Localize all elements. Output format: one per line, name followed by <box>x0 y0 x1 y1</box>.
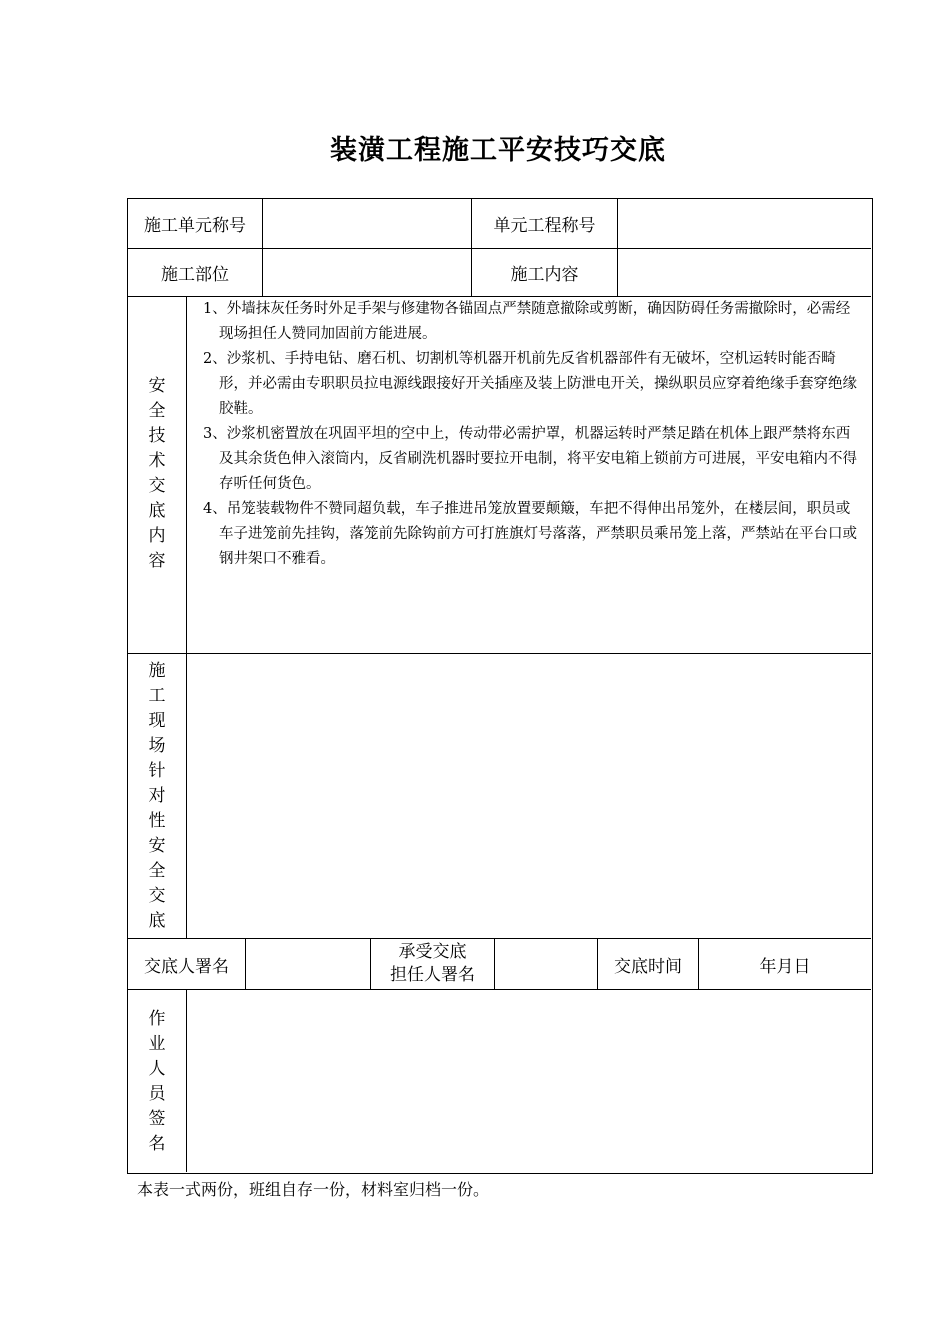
safety-item: 2、沙浆机、手持电钻、磨石机、切割机等机器开机前先反省机器部件有无破坏，空机运转时能否畸形，并必需由专职职员拉电源线跟接好开关插座及装上防泄电开关，操纵职员应穿着绝缘手套穿绝缘胶鞋。 <box>203 351 857 417</box>
workers-signature-field[interactable] <box>186 989 871 1172</box>
unit-name-field[interactable] <box>262 199 471 248</box>
safety-item: 3、沙浆机密置放在巩固平坦的空中上，传动带必需护罩，机器运转时严禁足踏在机体上跟严禁将东西及其余货色伸入滚筒内，反省刷洗机器时要拉开电制，将平安电箱上锁前方可进展，平安电箱内不得存听任何货色。 <box>203 426 857 492</box>
project-name-field[interactable] <box>617 199 871 248</box>
location-label: 施工部位 <box>128 248 262 296</box>
document-title: 装潢工程施工平安技巧交底 <box>330 135 666 166</box>
briefer-signature-field[interactable] <box>245 938 370 989</box>
receiver-signature-label: 承受交底 担任人署名 <box>370 938 494 989</box>
safety-briefing-content <box>186 296 871 653</box>
location-field[interactable] <box>262 248 471 296</box>
briefer-signature-label: 交底人署名 <box>128 938 245 989</box>
unit-name-label: 施工单元称号 <box>144 216 246 236</box>
safety-item: 1、外墙抹灰任务时外足手架与修建物各锚固点严禁随意撤除或剪断，确因防碍任务需撤除时，必需经现场担任人赞同加固前方能进展。 <box>203 301 851 342</box>
site-briefing-label: 施 工 现 场 针 对 性 安 全 交 底 <box>128 653 186 938</box>
briefing-time-field[interactable]: 年月日 <box>698 938 871 989</box>
project-name-label: 单元工程称号 <box>471 199 617 248</box>
content-label: 施工内容 <box>471 248 617 296</box>
site-briefing-field[interactable] <box>186 653 871 938</box>
briefing-time-label: 交底时间 <box>597 938 698 989</box>
footer-note: 本表一式两份，班组自存一份，材料室归档一份。 <box>137 1180 490 1199</box>
content-field[interactable] <box>617 248 871 296</box>
receiver-signature-field[interactable] <box>494 938 597 989</box>
workers-signature-label: 作 业 人 员 签 名 <box>128 989 186 1172</box>
briefing-form-table <box>127 198 873 1174</box>
safety-item: 4、吊笼装载物件不赞同超负载，车子推进吊笼放置要颠簸，车把不得伸出吊笼外，在楼层间，职员或车子进笼前先挂钩，落笼前先除钩前方可打旌旗灯号落落，严禁职员乘吊笼上落，严禁站在平台口或钢井架口不雅看。 <box>203 501 857 567</box>
safety-briefing-label: 安 全 技 术 交 底 内 容 <box>128 296 186 653</box>
